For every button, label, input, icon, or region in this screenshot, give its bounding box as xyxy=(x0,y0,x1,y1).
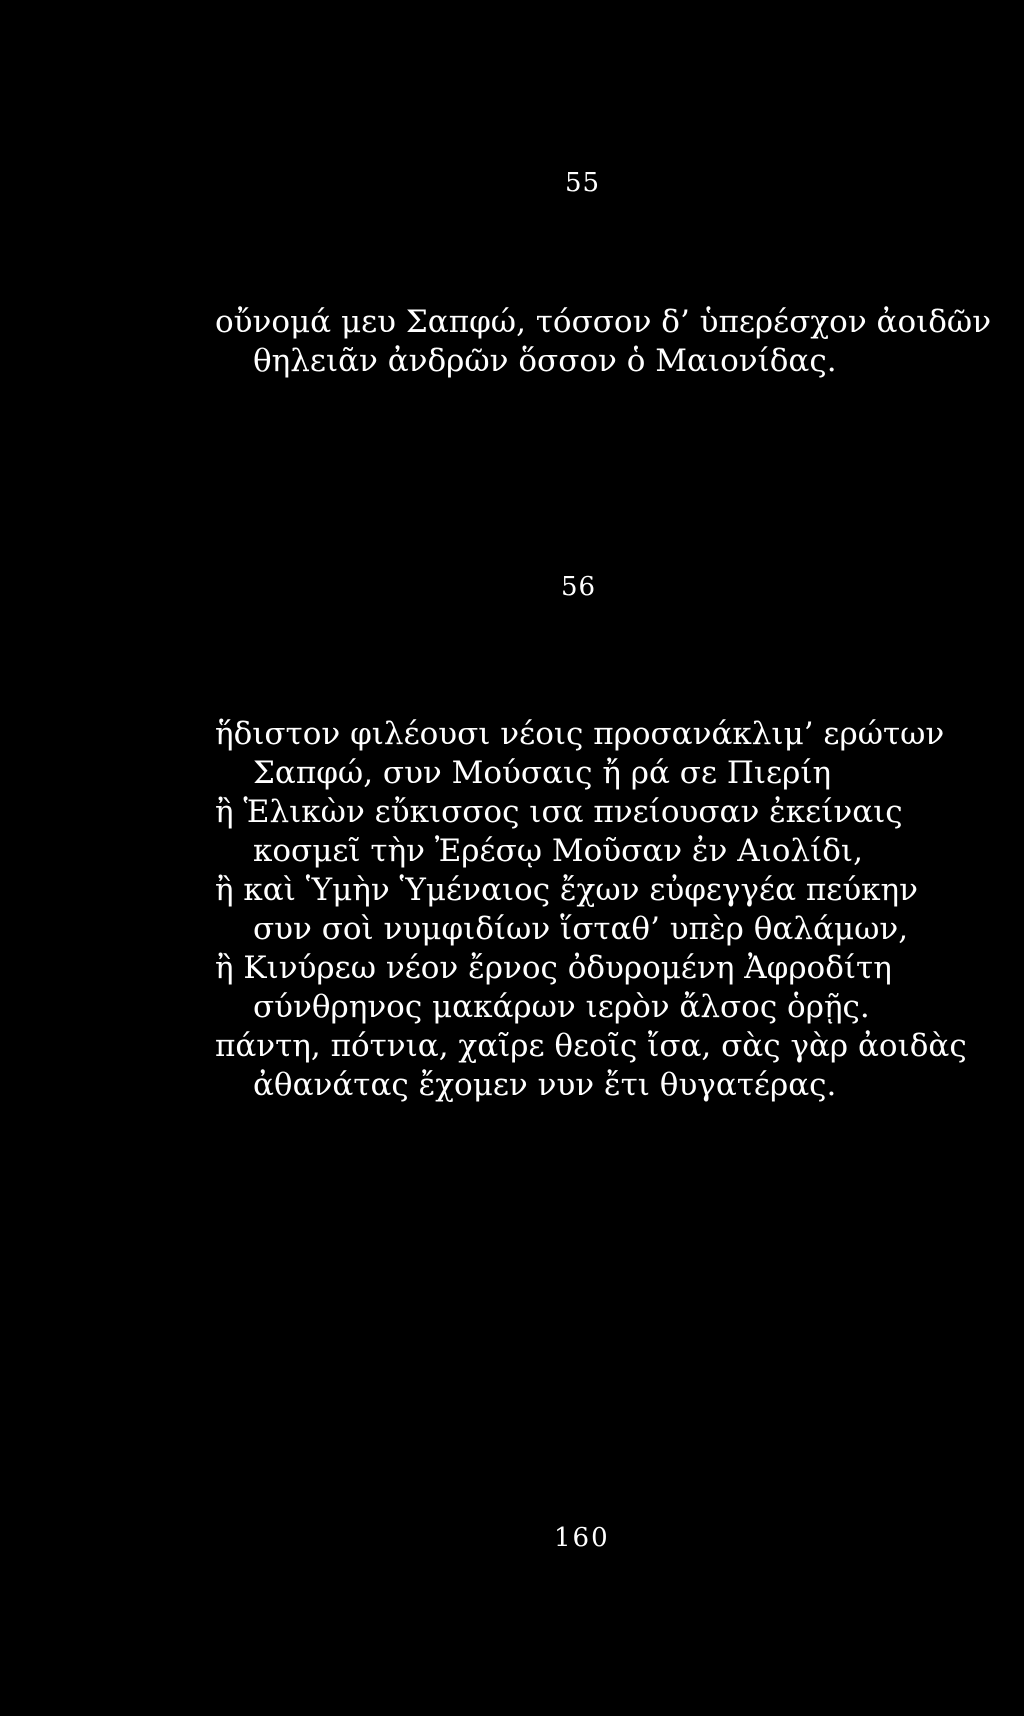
poem-line: ἥδιστον φιλέουσι νέοις προσανάκλιμ’ ερώτων xyxy=(215,716,945,752)
poem-line: ἢ Ἑλικὼν εὔκισσος ισα πνείουσαν ἐκείναις xyxy=(215,794,903,830)
poem-line: θηλειᾶν ἀνδρῶν ὅσσον ὁ Μαιονίδας. xyxy=(253,343,837,379)
poem-line: σύνθρηνος μακάρων ιερὸν ἄλσος ὁρῇς. xyxy=(253,989,870,1025)
poem-line: οὔνομά μευ Σαπφώ, τόσσον δ’ ὑπερέσχον ἀοιδῶν xyxy=(215,304,992,340)
poem-line: ἢ καὶ Ὑμὴν Ὑμέναιος ἔχων εὐφεγγέα πεύκην xyxy=(215,872,918,908)
poem-line: ἀθανάτας ἔχομεν νυν ἔτι θυγατέρας. xyxy=(253,1067,837,1103)
poem-line: ἢ Κινύρεω νέον ἔρνος ὀδυρομένη Ἀφροδίτη xyxy=(215,950,892,986)
fragment-number: 56 xyxy=(561,572,597,602)
fragment-number: 55 xyxy=(565,168,601,198)
poem-line: συν σοὶ νυμφιδίων ἵσταθ’ υπὲρ θαλάμων, xyxy=(253,911,909,947)
page-number: 160 xyxy=(554,1523,610,1553)
poem-line: κοσμεῖ τὴν Ἐρέσῳ Μοῦσαν ἐν Αιολίδι, xyxy=(253,833,863,869)
poem-line: πάντη, πότνια, χαῖρε θεοῖς ἴσα, σὰς γὰρ ἀοιδὰς xyxy=(215,1028,967,1064)
poem-line: Σαπφώ, συν Μούσαις ἤ ρά σε Πιερίη xyxy=(253,755,832,791)
